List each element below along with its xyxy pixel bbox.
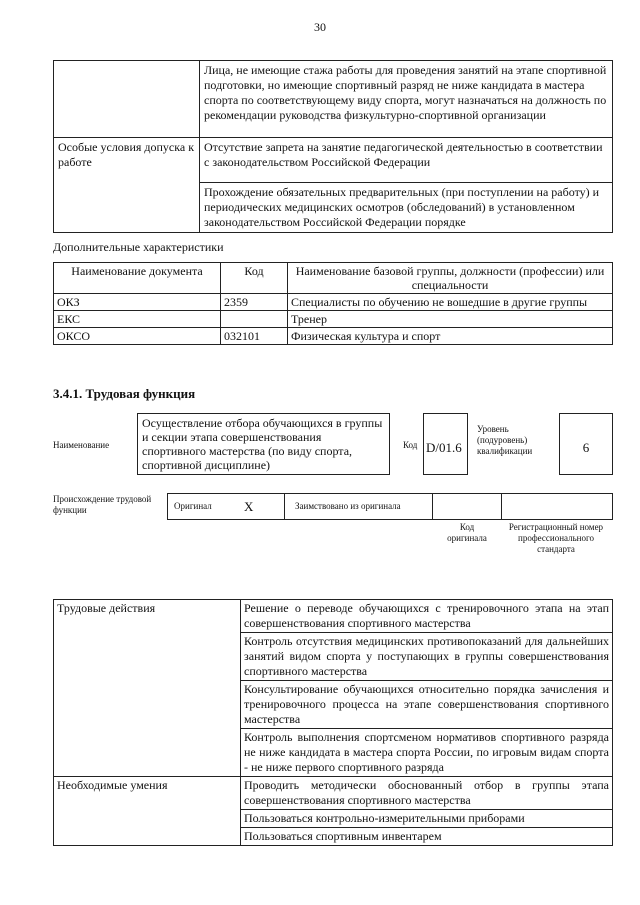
table-row xyxy=(54,777,613,810)
function-name-box xyxy=(137,413,390,475)
table-row xyxy=(54,600,613,633)
table-header-row xyxy=(54,263,613,294)
labor-action-item: Контроль выполнения спортсменом нормативов спортивного разряда не ниже кандидата в мастера спорта России, по игровым видам спорта - не ниже первого спортивного разряда xyxy=(241,729,613,777)
column-header: Код xyxy=(221,263,288,294)
labor-action-item: Контроль отсутствия медицинских противопоказаний для дальнейших занятий видом спорта у поступающих в группы совершенствования спортивного мастерства xyxy=(241,633,613,681)
table-row xyxy=(54,328,613,345)
section-title: 3.4.1. Трудовая функция xyxy=(53,386,196,401)
group-cell: Тренер xyxy=(288,311,613,328)
skill-item: Пользоваться контрольно-измерительными приборами xyxy=(241,810,613,828)
column-header: Наименование базовой группы, должности (профессии) или специальности xyxy=(288,263,613,294)
function-name-text: Осуществление отбора обучающихся в группы и секции этапа совершенствования спортивного мастерства (по виду спорта, спортивной дисциплине) xyxy=(142,416,383,472)
table-row xyxy=(54,311,613,328)
admission-text-cell: Лица, не имеющие стажа работы для проведения занятий на этапе спортивной подготовки, но имеющие спортивный разряд не ниже кандидата в мастера спорта по соответствующему виду спорта, могут назначаться на должность по рекомендации руководства физкультурно-спортивной организации xyxy=(200,61,613,138)
original-mark: X xyxy=(244,499,254,514)
level-box xyxy=(559,413,613,475)
table-row xyxy=(54,61,613,138)
code-cell: 2359 xyxy=(221,294,288,311)
code-cell xyxy=(221,311,288,328)
doc-cell: ОКСО xyxy=(54,328,221,345)
extra-characteristics-heading: Дополнительные характеристики xyxy=(53,240,224,254)
table-row xyxy=(54,138,613,183)
qualification-requirements-table xyxy=(53,60,613,233)
level-label: Уровень (подуровень) квалификации xyxy=(477,424,533,456)
table-cell-empty xyxy=(54,61,200,138)
origin-divider xyxy=(284,493,285,520)
labor-action-item: Консультирование обучающихся относительно порядка зачисления и тренировочного процесса на этапе совершенствования спортивного мастерства xyxy=(241,681,613,729)
origin-divider xyxy=(432,493,433,520)
skill-item: Проводить методически обоснованный отбор в группы этапа совершенствования спортивного мастерства xyxy=(241,777,613,810)
skill-item: Пользоваться спортивным инвентарем xyxy=(241,828,613,846)
page-number: 30 xyxy=(314,20,326,34)
origin-divider xyxy=(501,493,502,520)
required-skills-label: Необходимые умения xyxy=(54,777,241,846)
special-conditions-text-1: Отсутствие запрета на занятие педагогической деятельностью в соответствии с законодательством Российской Федерации xyxy=(200,138,613,183)
doc-cell: ЕКС xyxy=(54,311,221,328)
borrowed-label: Заимствовано из оригинала xyxy=(295,501,401,511)
special-conditions-text-2: Прохождение обязательных предварительных (при поступлении на работу) и периодических медицинских осмотров (обследований) в установленном законодательством Российской Федерации порядке xyxy=(200,183,613,233)
group-cell: Специалисты по обучению не вошедшие в другие группы xyxy=(288,294,613,311)
group-cell: Физическая культура и спорт xyxy=(288,328,613,345)
doc-cell: ОКЗ xyxy=(54,294,221,311)
extra-characteristics-table xyxy=(53,262,613,345)
function-code-box xyxy=(423,413,468,475)
code-label: Код xyxy=(403,440,418,450)
labor-action-item: Решение о переводе обучающихся с тренировочного этапа на этап совершенствования спортивного мастерства xyxy=(241,600,613,633)
original-label: Оригинал xyxy=(174,501,212,511)
column-header: Наименование документа xyxy=(54,263,221,294)
table-row xyxy=(54,294,613,311)
special-conditions-label: Особые условия допуска к работе xyxy=(54,138,200,233)
code-original-caption: Код оригинала xyxy=(447,522,487,543)
code-cell: 032101 xyxy=(221,328,288,345)
name-label: Наименование xyxy=(53,440,110,450)
labor-functions-table xyxy=(53,599,613,846)
labor-actions-label: Трудовые действия xyxy=(54,600,241,777)
function-code-value: D/01.6 xyxy=(426,440,462,455)
origin-label: Происхождение трудовой функции xyxy=(53,494,152,515)
level-value: 6 xyxy=(582,440,590,455)
registration-number-caption: Регистрационный номер профессионального стандарта xyxy=(508,522,604,554)
